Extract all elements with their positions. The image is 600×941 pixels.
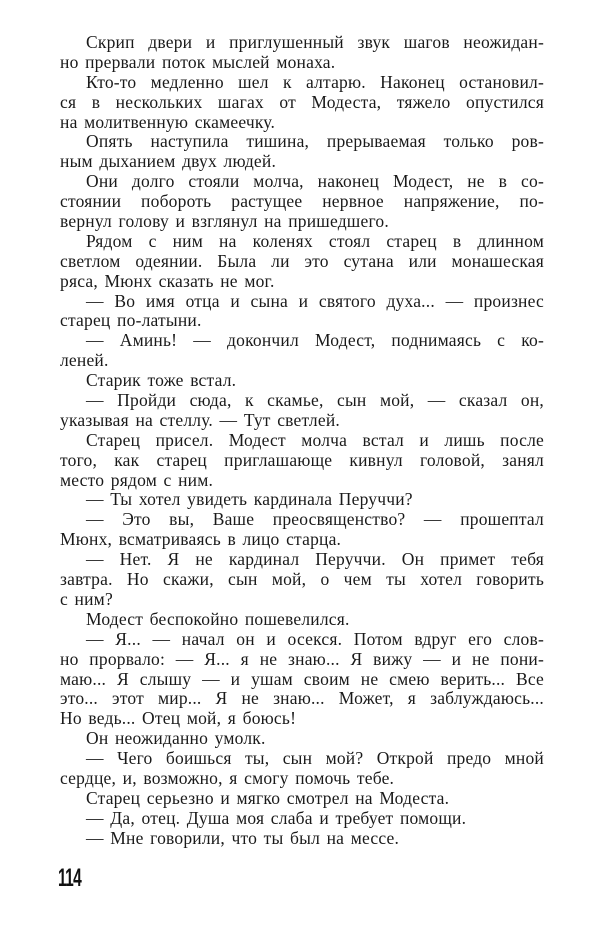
text-line: Скрип двери и приглушенный звук шагов неожидан- <box>86 32 544 52</box>
paragraph <box>60 630 544 729</box>
text-line: — Я... — начал он и осекся. Потом вдруг его слов- <box>86 628 544 649</box>
paragraph <box>60 749 544 789</box>
text-line: — Пройди сюда, к скамье, сын мой, — сказал он, <box>86 390 544 411</box>
text-line: Но ведь... Отец мой, я боюсь! <box>60 708 297 729</box>
text-line: старец по-латыни. <box>60 310 202 331</box>
text-line: Модест беспокойно пошевелился. <box>86 608 350 629</box>
paragraph <box>60 33 544 73</box>
text-line: — Нет. Я не кардинал Перуччи. Он примет тебя <box>86 549 544 570</box>
page-number: 114 <box>58 864 82 892</box>
page-body-text <box>60 33 544 849</box>
paragraph <box>60 292 544 332</box>
text-line: место рядом с ним. <box>60 469 214 490</box>
text-line: но прорвало: — Я... я не знаю... Я вижу — и не пони- <box>60 648 544 669</box>
paragraph <box>60 73 544 133</box>
paragraph <box>60 331 544 371</box>
text-line: с ним? <box>60 588 113 609</box>
paragraph <box>60 550 544 610</box>
paragraph <box>60 431 544 491</box>
paragraph <box>60 371 544 391</box>
text-line: Кто-то медленно шел к алтарю. Наконец остановил- <box>86 71 544 92</box>
text-line: светлом одеянии. Была ли это сутана или монашеская <box>60 250 544 271</box>
text-line: на молитвенную скамеечку. <box>60 111 276 132</box>
text-line: — Чего боишься ты, сын мой? Открой предо мной <box>86 748 544 769</box>
text-line: сердце, и, возможно, я смогу помочь тебе. <box>60 767 395 788</box>
text-line: маю... Я слышу — и ушам своим не смею верить... Все <box>60 668 544 689</box>
text-line: вернул голову и взглянул на пришедшего. <box>60 211 389 232</box>
text-line: указывая на стеллу. — Тут светлей. <box>60 409 340 430</box>
text-line: Старик тоже встал. <box>86 370 237 391</box>
paragraph <box>60 729 544 749</box>
paragraph <box>60 132 544 172</box>
text-line: — Да, отец. Душа моя слаба и требует помощи. <box>86 807 467 828</box>
paragraph <box>60 490 544 510</box>
text-line: — Мне говорили, что ты был на мессе. <box>86 827 400 848</box>
text-line: Старец серьезно и мягко смотрел на Модеста. <box>86 787 450 808</box>
paragraph <box>60 172 544 232</box>
text-line: Старец присел. Модест молча встал и лишь после <box>86 429 544 450</box>
text-line: — Аминь! — докончил Модест, поднимаясь с ко- <box>86 330 544 351</box>
paragraph <box>60 610 544 630</box>
text-line: но прервали поток мыслей монаха. <box>60 51 336 72</box>
text-line: завтра. Но скажи, сын мой, о чем ты хотел говорить <box>60 569 544 590</box>
text-line: ся в нескольких шагах от Модеста, тяжело опустился <box>60 91 544 112</box>
text-line: это... этот мир... Я не знаю... Может, я заблуждаюсь... <box>60 688 544 709</box>
text-line: — Во имя отца и сына и святого духа... — произнес <box>86 290 544 311</box>
paragraph <box>60 232 544 292</box>
paragraph <box>60 391 544 431</box>
paragraph <box>60 829 544 849</box>
text-line: Они долго стояли молча, наконец Модест, не в со- <box>86 171 544 192</box>
text-line: Опять наступила тишина, прерываемая только ров- <box>86 131 544 152</box>
text-line: — Это вы, Ваше преосвященство? — прошептал <box>86 509 544 530</box>
paragraph <box>60 789 544 809</box>
text-line: леней. <box>60 350 109 371</box>
text-line: стоянии побороть растущее нервное напряжение, по- <box>60 191 544 212</box>
text-line: Рядом с ним на коленях стоял старец в длинном <box>86 230 544 251</box>
text-line: ряса, Мюнх сказать не мог. <box>60 270 275 291</box>
text-line: ным дыханием двух людей. <box>60 151 277 172</box>
text-line: Он неожиданно умолк. <box>86 728 266 749</box>
text-line: — Ты хотел увидеть кардинала Перуччи? <box>86 489 413 510</box>
text-line: Мюнх, всматриваясь в лицо старца. <box>60 529 342 550</box>
paragraph <box>60 510 544 550</box>
paragraph <box>60 809 544 829</box>
text-line: того, как старец приглашающе кивнул головой, занял <box>60 449 544 470</box>
